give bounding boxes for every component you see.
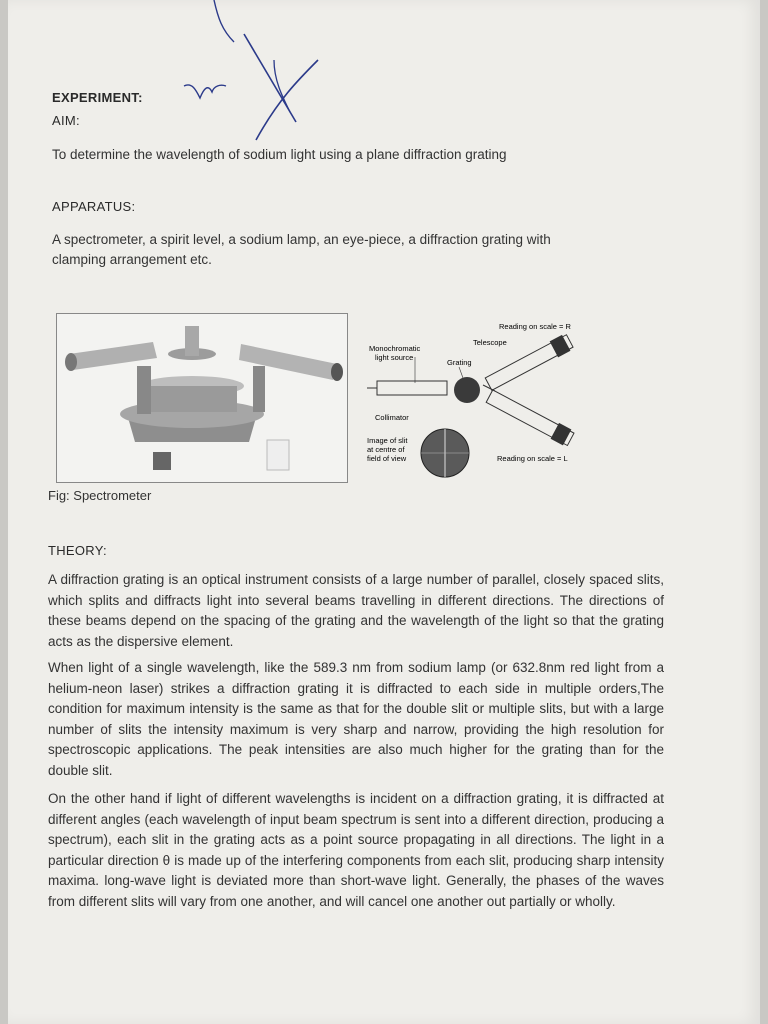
aim-heading: AIM:	[52, 113, 80, 128]
label-monochromatic: Monochromatic	[369, 344, 421, 353]
apparatus-line-2: clamping arrangement etc.	[52, 252, 212, 267]
theory-paragraph-2: When light of a single wavelength, like the 589.3 nm from sodium lamp (or 632.8nm red light from a helium-neon laser) strikes a diffraction grating it is diffracted to each side in multiple orders,The condition for maximum intensity is the same as that for the double slit or multiple slits, but with a large number of slits the intensity maximum is very sharp and narrow, providing the high resolution for spectroscopic applications. The peak intensities are also much higher for the grating than for the double slit.	[48, 660, 664, 778]
spectrometer-photo	[56, 313, 348, 483]
figure-caption: Fig: Spectrometer	[48, 488, 152, 503]
label-field-of-view: field of view	[367, 454, 407, 463]
experiment-heading: EXPERIMENT:	[52, 90, 143, 105]
grating-diagram	[363, 315, 593, 483]
apparatus-heading: APPARATUS:	[52, 199, 136, 214]
label-reading-r: Reading on scale = R	[499, 322, 571, 331]
label-telescope: Telescope	[473, 338, 507, 347]
label-image-of-slit: Image of slit	[367, 436, 408, 445]
label-grating: Grating	[447, 358, 472, 367]
handwritten-signature	[178, 0, 338, 150]
document-page	[8, 0, 760, 1024]
label-collimator: Collimator	[375, 413, 409, 422]
theory-paragraph-1: A diffraction grating is an optical instrument consists of a large number of parallel, closely spaced slits, which splits and diffracts light into several beams travelling in different directions. The directions of these beams depend on the spacing of the grating and the wavelength of the light so that the grating acts as the dispersive element.	[48, 572, 664, 649]
theory-paragraph-3: On the other hand if light of different wavelengths is incident on a diffraction grating, it is diffracted at different angles (each wavelength of input beam spectrum is sent into a different direction, producing a spectrum), each slit in the grating acts as a point source propagating in all directions. The light in a particular direction θ is made up of the interfering components from each slit, producing sharp intensity maxima. long-wave light is deviated more than short-wave light. Generally, the phases of the waves from different slits will vary from one another, and will cancel one another out partially or wholly.	[48, 791, 664, 909]
theory-heading: THEORY:	[48, 543, 107, 558]
apparatus-line-1: A spectrometer, a spirit level, a sodium lamp, an eye-piece, a diffraction grating with	[52, 232, 551, 247]
aim-text: To determine the wavelength of sodium light using a plane diffraction grating	[52, 147, 507, 162]
label-reading-l: Reading on scale = L	[497, 454, 568, 463]
label-at-centre: at centre of	[367, 445, 405, 454]
label-light-source: light source	[375, 353, 414, 362]
